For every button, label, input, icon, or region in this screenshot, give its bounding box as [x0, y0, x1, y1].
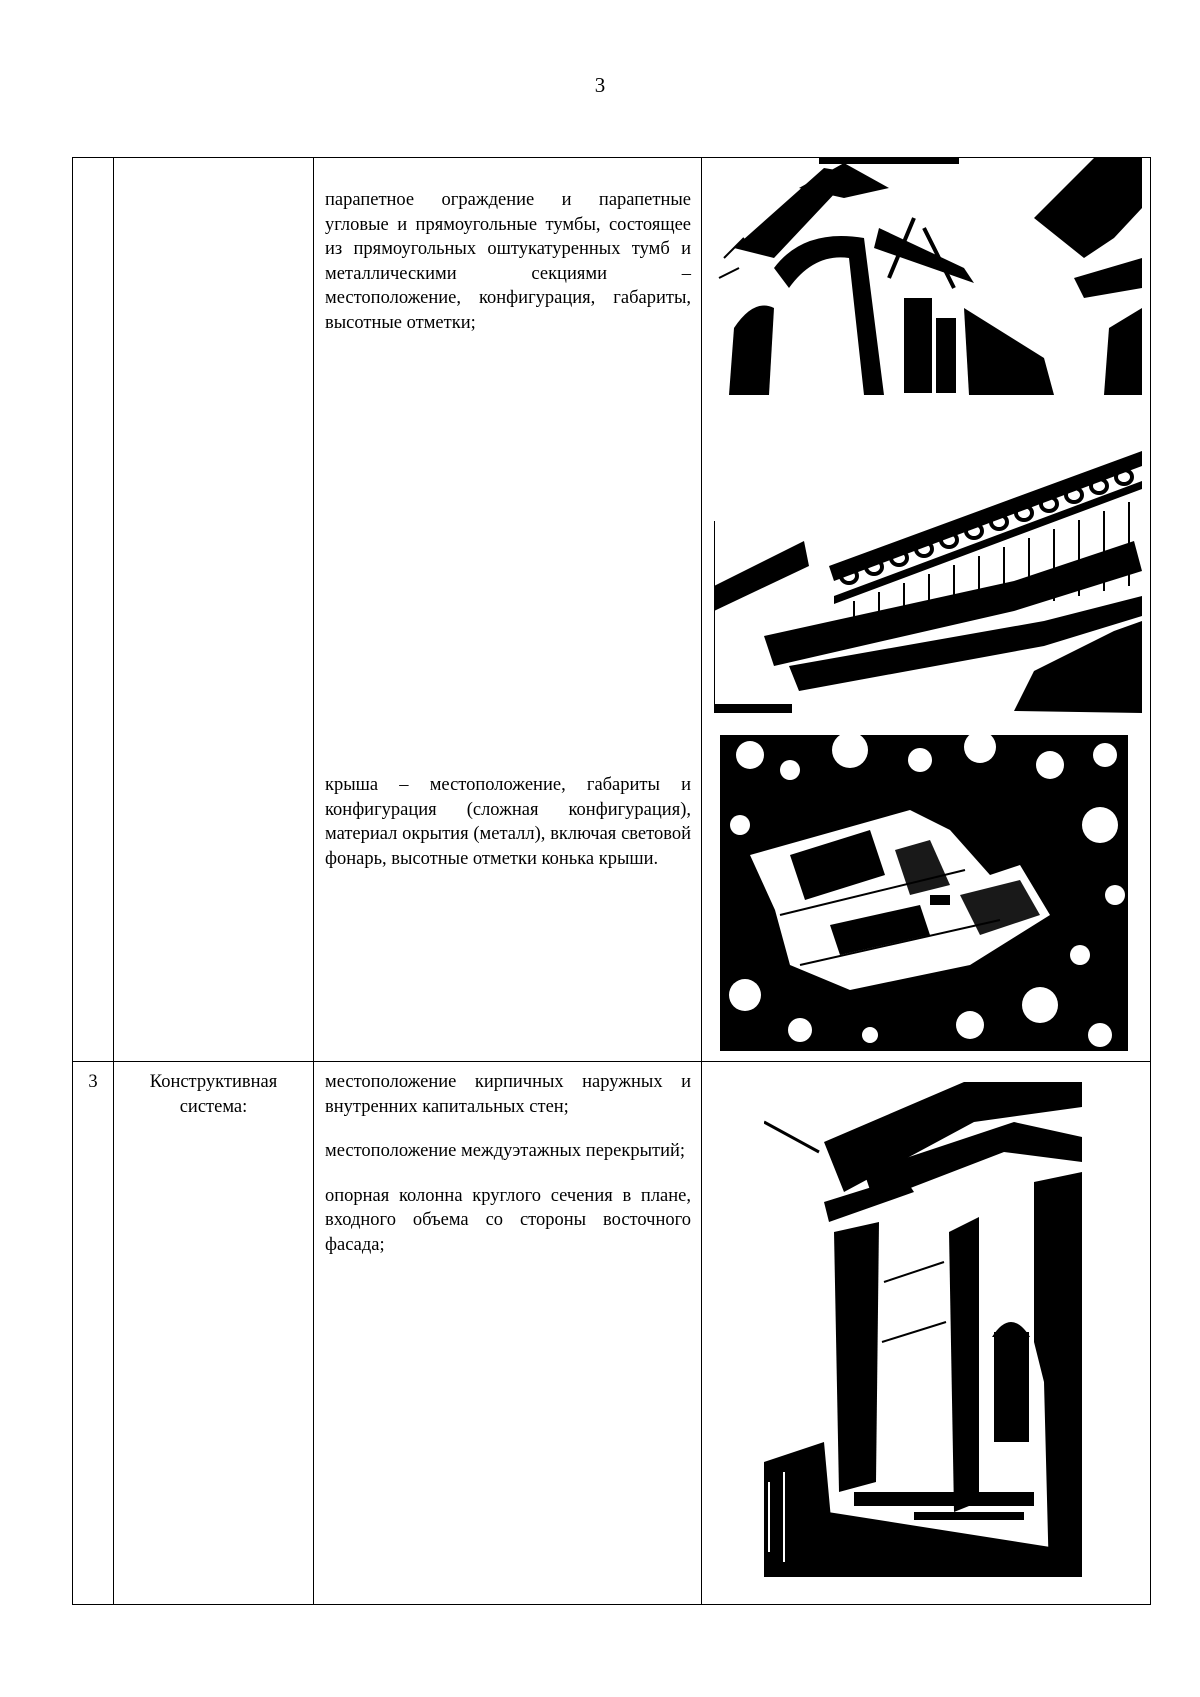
row-number-cell	[73, 158, 114, 1062]
table-row	[73, 1062, 1151, 1605]
roof-description: крыша – местоположение, габариты и конфигурация (сложная конфигурация), материал окрытия (металл), включая световой фонарь, высотные отметки конька крыши.	[325, 775, 691, 869]
parapet-description: парапетное ограждение и парапетные угловые и прямоугольные тумбы, состоящее из прямоугольных оштукатуренных тумб и металлическими секциями – местоположение, конфигурация, габариты, высотные отметки;	[325, 190, 691, 333]
parapet-corner-photo	[714, 158, 1142, 395]
row-photo-cell	[702, 158, 1151, 1062]
column-description: опорная колонна круглого сечения в плане, входного объема со стороны восточного фасада;	[325, 1185, 691, 1255]
entrance-column-photo	[764, 1082, 1082, 1577]
row-description-cell	[314, 158, 702, 1062]
parapet-railing-photo	[714, 421, 1142, 713]
roof-aerial-photo	[720, 735, 1128, 1051]
row-number-cell: 3	[73, 1062, 114, 1605]
row-description-cell	[314, 1062, 702, 1605]
walls-description: местоположение кирпичных наружных и внутренних капитальных стен;	[325, 1072, 691, 1117]
row-name-cell: Конструктивная система:	[114, 1062, 314, 1605]
table-row	[73, 158, 1151, 1062]
floors-description: местоположение междуэтажных перекрытий;	[325, 1141, 686, 1161]
heritage-elements-table	[72, 157, 1151, 1605]
row-name-cell	[114, 158, 314, 1062]
page-number: 3	[594, 73, 606, 97]
row-photo-cell	[702, 1062, 1151, 1605]
